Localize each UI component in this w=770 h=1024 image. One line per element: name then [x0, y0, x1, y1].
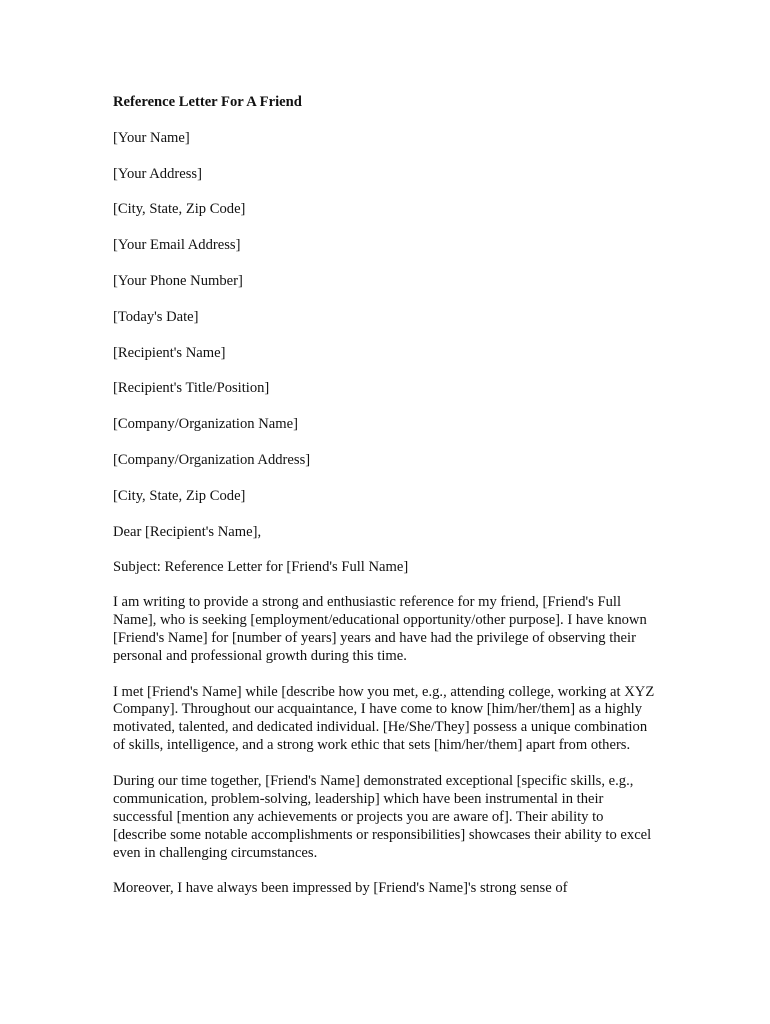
recipient-company-address: [Company/Organization Address]	[113, 451, 311, 468]
paragraph-intro: I am writing to provide a strong and enthusiastic reference for my friend, [Friend's Full Name], who is seeking [employment/educational opportunity/other purpose]. I have known [Friend's Name] for [number of years] years and have had the privilege of observing their personal and professional growth during this time.	[113, 594, 647, 664]
sender-email: [Your Email Address]	[113, 237, 241, 254]
sender-phone: [Your Phone Number]	[113, 272, 243, 289]
letter-title: Reference Letter For A Friend	[113, 94, 302, 110]
paragraph-how-met: I met [Friend's Name] while [describe how you met, e.g., attending college, working at XYZ Company]. Throughout our acquaintance, I have come to know [him/her/them] as a highly motivated, talented, and dedicated individual. [He/She/They] possess a unique combination of skills, intelligence, and a strong work ethic that sets [him/her/them] apart from others.	[113, 683, 655, 754]
paragraph-skills: During our time together, [Friend's Name] demonstrated exceptional [specific skills, e.g., communication, problem-solving, leadership] which have been instrumental in their successful [mention any achievements or projects you are aware of]. Their ability to [describe some notable accomplishments or responsibilities] showcases their ability to excel even in challenging circumstances.	[113, 773, 652, 861]
letter-body	[113, 93, 658, 916]
recipient-title: [Recipient's Title/Position]	[113, 380, 270, 397]
sender-address: [Your Address]	[113, 165, 202, 182]
salutation: Dear [Recipient's Name],	[113, 523, 262, 540]
recipient-name: [Recipient's Name]	[113, 344, 226, 361]
subject-line: Subject: Reference Letter for [Friend's Full Name]	[113, 559, 409, 576]
sender-city-state-zip: [City, State, Zip Code]	[113, 201, 246, 218]
recipient-company: [Company/Organization Name]	[113, 416, 298, 433]
sender-name: [Your Name]	[113, 129, 190, 146]
letter-date: [Today's Date]	[113, 308, 199, 325]
paragraph-moreover: Moreover, I have always been impressed by [Friend's Name]'s strong sense of	[113, 880, 568, 897]
recipient-city-state-zip: [City, State, Zip Code]	[113, 487, 246, 504]
